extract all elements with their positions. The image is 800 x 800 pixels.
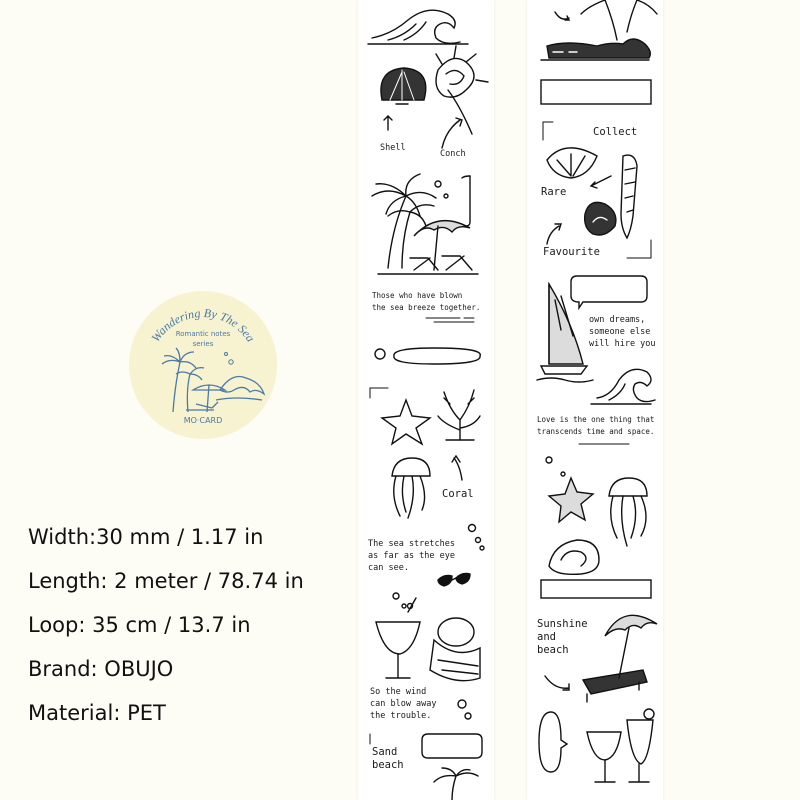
arrow-icon <box>591 176 611 188</box>
arrow-icon <box>442 118 462 148</box>
conch-shell-icon <box>585 202 616 235</box>
lounge-chair-icon <box>583 670 647 702</box>
label-collect: Collect <box>593 126 638 138</box>
label-frame-icon <box>541 580 651 598</box>
label-sunshine-beach: Sunshine and beach <box>537 618 588 656</box>
speech-bubble-icon <box>422 734 482 758</box>
caption-love: Love is the one thing that transcends time and space. <box>537 415 655 436</box>
caption-breeze: Those who have blown the sea breeze together. <box>372 291 481 312</box>
beach-hat-icon <box>430 618 480 681</box>
nautilus-shell-icon <box>549 540 599 574</box>
beach-umbrella-icon <box>414 221 470 270</box>
caption-dreams: own dreams, someone else will hire you <box>589 315 656 349</box>
auger-shell-icon <box>621 155 637 238</box>
tape-strip-left <box>358 0 494 800</box>
label-shell: Shell <box>380 143 406 153</box>
jellyfish-icon <box>392 458 430 518</box>
cocktail-glass-icon <box>376 593 420 678</box>
label-rare: Rare <box>541 186 567 198</box>
starfish-icon <box>382 400 430 444</box>
tape-right-illustrations <box>527 0 663 800</box>
island-scene-icon <box>541 0 657 60</box>
badge-title: Wandering By The Sea <box>148 305 258 345</box>
wave-icon <box>591 369 655 404</box>
label-sand-beach: Sand beach <box>372 746 404 771</box>
label-favourite: Favourite <box>543 246 600 258</box>
arrow-icon <box>545 676 569 690</box>
arrow-icon <box>452 456 462 480</box>
badge-subtitle-2: series <box>192 340 214 348</box>
spec-width: Width:30 mm / 1.17 in <box>28 525 264 549</box>
caption-sea-stretches: The sea stretches as far as the eye can see. <box>368 539 455 573</box>
speech-bubble-icon <box>539 712 567 772</box>
badge-brand-mark: MO·CARD <box>183 416 223 425</box>
tape-strip-right <box>527 0 663 800</box>
sunglasses-icon <box>438 574 470 587</box>
scallop-shell-icon <box>547 148 597 178</box>
arrow-icon <box>547 224 561 244</box>
caption-wind: So the wind can blow away the trouble. <box>370 687 437 721</box>
beach-umbrella-icon <box>605 615 657 678</box>
oval-frame-icon <box>394 348 480 364</box>
palm-tree-icon <box>434 768 478 800</box>
arrow-icon <box>555 12 569 20</box>
sailboat-icon <box>537 284 593 382</box>
label-frame-icon <box>541 80 651 104</box>
speech-bubble-icon <box>464 176 470 226</box>
beach-chairs-icon <box>378 256 478 274</box>
palm-trees-icon <box>372 174 436 268</box>
starfish-icon <box>549 478 593 522</box>
badge-subtitle-1: Romantic notes <box>175 330 231 338</box>
spec-loop: Loop: 35 cm / 13.7 in <box>28 613 251 637</box>
spec-length: Length: 2 meter / 78.74 in <box>28 569 304 593</box>
arrow-icon <box>384 116 392 130</box>
spec-material: Material: PET <box>28 701 166 725</box>
jellyfish-icon <box>609 478 647 546</box>
bubble-icon <box>375 349 385 359</box>
spec-brand: Brand: OBUJO <box>28 657 174 681</box>
brand-badge <box>128 290 278 440</box>
specifications <box>28 520 304 740</box>
tape-left-illustrations <box>358 0 494 800</box>
scallop-shell-icon <box>381 68 426 104</box>
speech-bubble-icon <box>571 276 647 308</box>
cocktail-glasses-icon <box>587 709 654 782</box>
label-conch: Conch <box>440 149 466 159</box>
coral-icon <box>438 390 480 440</box>
wave-icon <box>368 10 468 44</box>
label-coral: Coral <box>442 488 474 500</box>
